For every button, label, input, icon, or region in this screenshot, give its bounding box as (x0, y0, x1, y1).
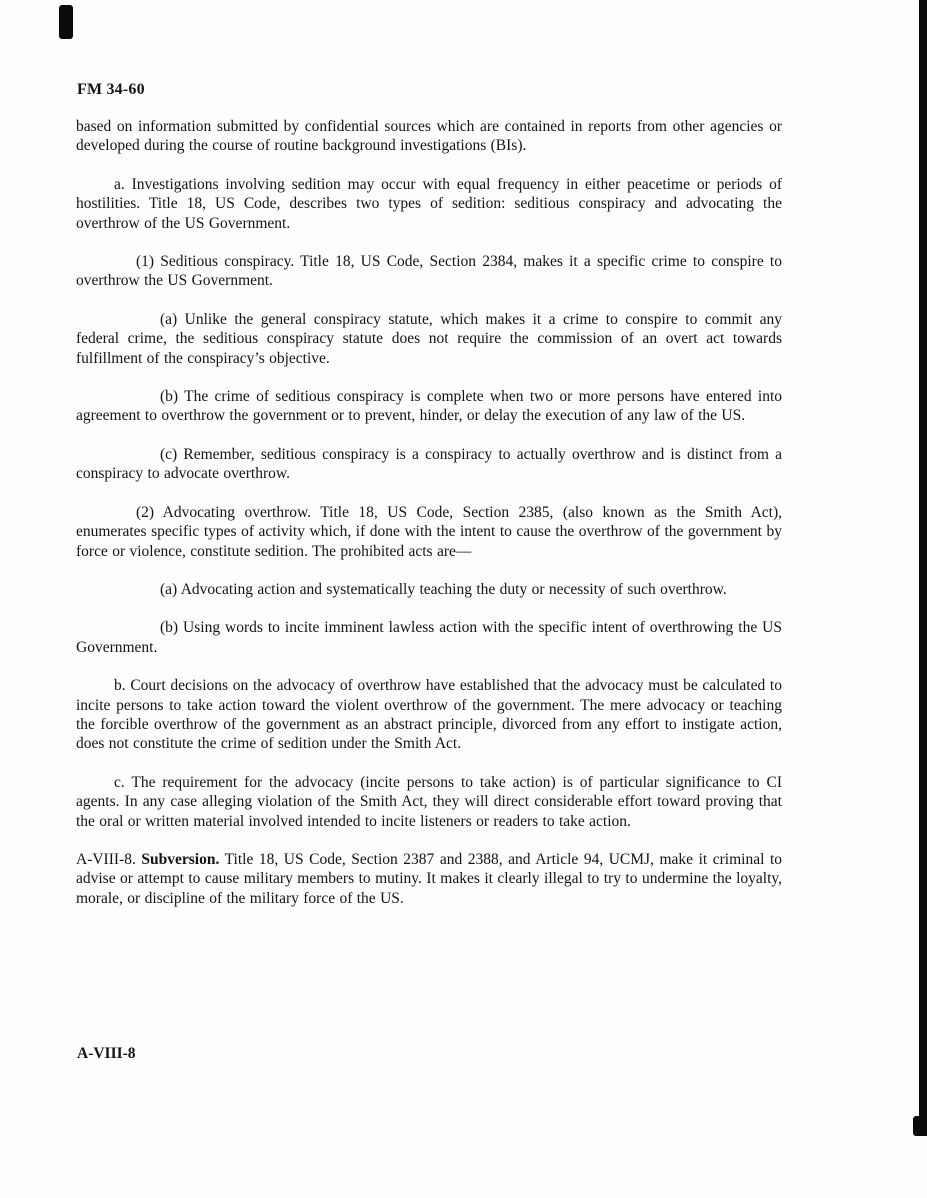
paragraph-b-court-decisions: b. Court decisions on the advocacy of overthrow have established that the advocacy must be calculated to incite persons to take action toward the violent overthrow of the government. The mere advocacy or teaching the forcible overthrow of the government as an abstract principle, divorced from any effort to instigate action, does not constitute the crime of sedition under the Smith Act. (76, 677, 782, 753)
document-header (77, 81, 145, 99)
paragraph-1-seditious-conspiracy: (1) Seditious conspiracy. Title 18, US Code, Section 2384, makes it a specific crime to conspire to overthrow the US Government. (76, 253, 782, 290)
page-number: A-VIII-8 (77, 1045, 136, 1062)
subversion-text: Title 18, US Code, Section 2387 and 2388, and Article 94, UCMJ, make it criminal to advise or attempt to cause military members to mutiny. It makes it clearly illegal to try to undermine the loyalty, morale, or discipline of the military force of the US. (76, 850, 782, 907)
document-body (76, 117, 782, 927)
paragraph-2a-advocating-action: (a) Advocating action and systematically teaching the duty or necessity of such overthrow. (160, 580, 727, 598)
paragraph-c-requirement: c. The requirement for the advocacy (incite persons to take action) is of particular significance to CI agents. In any case alleging violation of the Smith Act, they will direct considerable effort toward proving that the oral or written material involved intended to incite listeners or readers to take action. (76, 773, 782, 830)
paragraph-2-advocating-overthrow: (2) Advocating overthrow. Title 18, US Code, Section 2385, (also known as the Smith Act), enumerates specific types of activity which, if done with the intent to cause the overthrow of the government by force or violence, constitute sedition. The prohibited acts are— (76, 503, 782, 560)
paragraph-subversion (76, 850, 782, 908)
paragraph-1b-crime-complete: (b) The crime of seditious conspiracy is complete when two or more persons have entered into agreement to overthrow the government or to prevent, hinder, or delay the execution of any law of the US. (76, 388, 782, 425)
scan-artifact-bottom-right (913, 1116, 927, 1136)
subversion-number: A-VIII-8. (76, 850, 142, 868)
paragraph-a-investigations: a. Investigations involving sedition may occur with equal frequency in either peacetime or periods of hostilities. Title 18, US Code, describes two types of sedition: seditious conspiracy and advocating the overthrow of the US Government. (76, 175, 782, 232)
scan-artifact-right-edge (919, 0, 927, 1136)
document-footer (77, 1045, 136, 1063)
paragraph-1c-remember: (c) Remember, seditious conspiracy is a conspiracy to actually overthrow and is distinct from a conspiracy to advocate overthrow. (76, 445, 782, 483)
paragraph-continuation: based on information submitted by confidential sources which are contained in reports from other agencies or developed during the course of routine background investigations (BIs). (76, 118, 782, 155)
manual-number: FM 34-60 (77, 81, 145, 98)
paragraph-1a-unlike-statute: (a) Unlike the general conspiracy statute, which makes it a crime to conspire to commit any federal crime, the seditious conspiracy statute does not require the commission of an overt act towards fulfillment of the conspiracy’s objective. (76, 310, 782, 367)
scan-artifact-top-left (59, 5, 73, 39)
subversion-term: Subversion. (141, 850, 220, 868)
paragraph-2b-using-words: (b) Using words to incite imminent lawless action with the specific intent of overthrowing the US Government. (76, 619, 782, 656)
